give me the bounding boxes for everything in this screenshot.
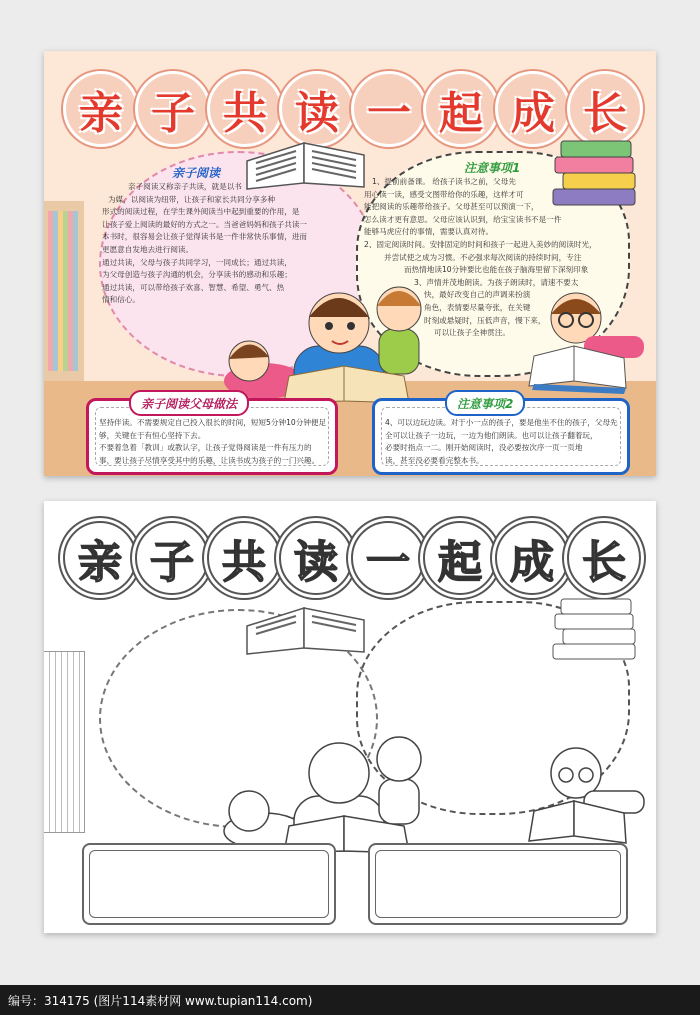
open-book-icon xyxy=(242,131,372,191)
title-char: 子 xyxy=(135,71,211,147)
notes2-box xyxy=(372,398,630,475)
method-heading: 亲子阅读父母做法 xyxy=(129,390,249,416)
reading-text: 亲子阅读又称亲子共读，就是以书 为媒，以阅读为纽带，让孩子和家长共同分享多种 形式的阅读过程，在学生课外阅读当中起到重要的作用，是 让孩子爱上阅读的最好的方式之一。当爸爸妈妈和孩子共读一 本书时，很容易会让孩子觉得读书是一件非常快乐事情，进而 更愿意自发地去进行阅读。 通过共读，父母与孩子共同学习，一同成长；通过共读， 为父母创造与孩子沟通的机会，分享读书的感动和乐趣； 通过共读，可以带给孩子欢喜、智慧、希望、勇气、热 情和信心。 xyxy=(102,182,308,305)
method-text: 坚持伴读。不需要规定自己投入很长的时间，短短5分钟10分钟便足 够，关键在于有恒心坚持下去。 不要着急着「教训」或教认字，让孩子觉得阅读是一件有压力的 事，要让孩子尽情享受其中的乐趣，让读书成为孩子的一门兴趣。 xyxy=(99,418,327,465)
family-reading-illustration xyxy=(194,251,454,406)
lineart-left-box xyxy=(82,843,336,925)
lineart-right-box xyxy=(368,843,628,925)
lineart-title-char: 亲 xyxy=(63,521,137,595)
title-char: 长 xyxy=(567,71,643,147)
footer-text: 编号：314175 (图片114素材网 www.tupian114.com) xyxy=(8,993,313,1008)
title-char: 一 xyxy=(351,71,427,147)
method-box xyxy=(86,398,338,475)
lineart-title-char: 读 xyxy=(279,521,353,595)
title-char: 共 xyxy=(207,71,283,147)
notes2-text: 4、可以边玩边读。对于小一点的孩子，要是他坐不住的孩子，父母先 全可以让孩子一边玩，一边为他们朗读。也可以让孩子翻着玩， 必要时指点一二。刚开始阅读时，没必要按次序一页一页地 读，甚至没必要看完整本书。 xyxy=(385,418,618,465)
book-stack-icon xyxy=(549,133,644,218)
notes1-text: 1、提前前备课。 给孩子读书之前，父母先 用心读一读，感受文图带给你的乐趣，这样才可 能把阅读的乐趣带给孩子。父母甚至可以预演一下， 怎么读才更有意思。父母应该认识到，给宝宝读书不是一件 能够马虎应付的事情，需要认真对待。 2、固定阅读时间。安排固定的时间和孩子一起进入美妙的阅读时光， 并尝试使之成为习惯。不必强求每次阅读的持续时间，专注 而热情地读10分钟要比也能在孩子脑海里留下深刻印象 3、声情并茂地朗读。为孩子朗读时，请速不要太 快，最好改变自己的声调来扮演 角色，表情要尽量夸张，在关键 时刻或悬疑时，压低声音，慢下来， 可以让孩子全神贯注。 xyxy=(364,177,597,338)
title-char: 亲 xyxy=(63,71,139,147)
title-char: 起 xyxy=(423,71,499,147)
lineart-bookshelf xyxy=(44,651,85,833)
colored-poster xyxy=(44,51,656,476)
lineart-title-char: 成 xyxy=(495,521,569,595)
books-on-shelf xyxy=(48,211,78,371)
girl-reading-illustration xyxy=(514,276,654,396)
lineart-title-char: 长 xyxy=(567,521,641,595)
lineart-title-row xyxy=(59,515,639,595)
lineart-book-stack-icon xyxy=(549,593,644,673)
watermark-footer xyxy=(0,985,700,1015)
lineart-family-illustration xyxy=(194,701,454,861)
lineart-title-char: 共 xyxy=(207,521,281,595)
title-char: 成 xyxy=(495,71,571,147)
notes2-heading: 注意事项2 xyxy=(445,390,525,416)
lineart-title-char: 一 xyxy=(351,521,425,595)
title-char: 读 xyxy=(279,71,355,147)
lineart-open-book-icon xyxy=(242,596,372,656)
lineart-title-char: 子 xyxy=(135,521,209,595)
lineart-poster xyxy=(44,501,656,933)
lineart-girl-illustration xyxy=(514,731,654,851)
notes1-heading: 注意事项1 xyxy=(464,161,521,175)
reading-heading: 亲子阅读 xyxy=(172,166,221,180)
lineart-title-char: 起 xyxy=(423,521,497,595)
